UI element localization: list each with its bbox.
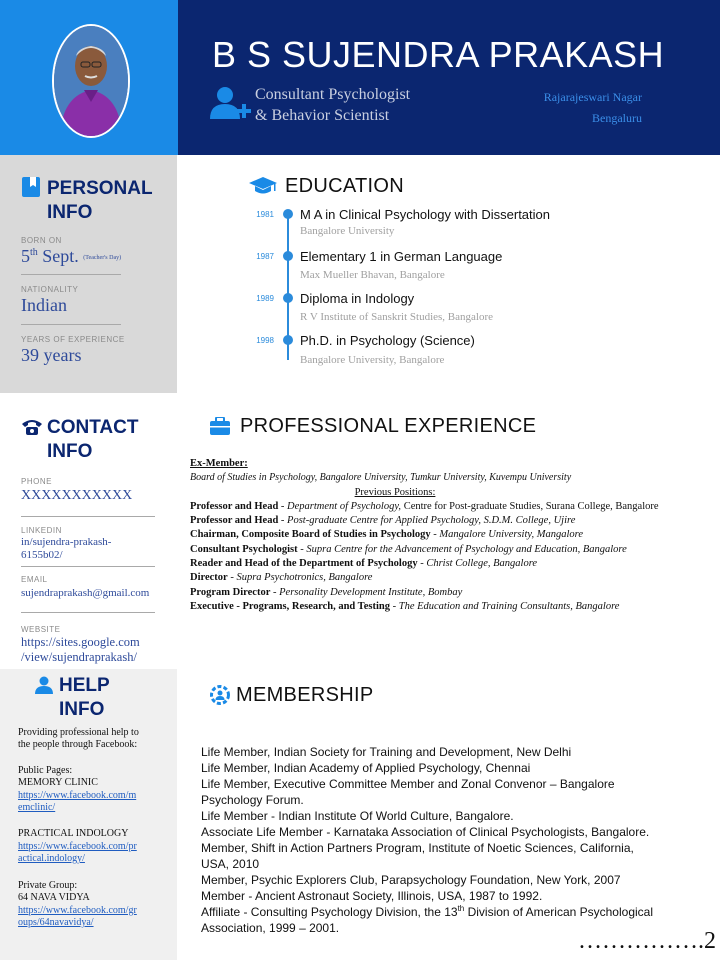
location-line2: Bengaluru (592, 111, 642, 125)
membership-item: Member, Shift in Action Partners Program, Institute of Noetic Sciences, California, (201, 841, 634, 855)
experience-body (190, 457, 710, 614)
membership-item: Member - Ancient Astronaut Society, Illinois, USA, 1987 to 1992. (201, 889, 543, 903)
help-heading-line2: INFO (59, 699, 105, 720)
position-item (190, 586, 710, 600)
header-right-band (178, 0, 720, 155)
edu-degree: Diploma in Indology (300, 291, 415, 306)
position-org: Mangalore University, Mangalore (439, 529, 583, 541)
job-title-line1: Consultant Psychologist (255, 86, 411, 103)
nava-vidya-link-line1: https://www.facebook.com/gr (18, 905, 137, 916)
position-sep: - (227, 572, 237, 584)
divider (21, 516, 155, 517)
experience-label: YEARS OF EXPERIENCE (21, 335, 125, 344)
position-role: Chairman, Composite Board of Studies in Psychology (190, 529, 431, 541)
practical-indology-link[interactable] (18, 841, 137, 865)
nava-vidya-link[interactable] (18, 905, 137, 929)
position-item (190, 600, 710, 614)
born-label: BORN ON (21, 236, 62, 245)
memory-clinic-link[interactable] (18, 790, 136, 814)
membership-heading: MEMBERSHIP (236, 684, 374, 706)
bookmark-book-icon (21, 176, 41, 203)
position-org: The Education and Training Consultants, Bangalore (398, 600, 620, 612)
website-label: WEBSITE (21, 625, 61, 634)
contact-heading-line2: INFO (47, 441, 93, 462)
help-intro-line2: the people through Facebook: (18, 739, 138, 750)
linkedin-line2: 6155b02/ (21, 549, 63, 561)
person-name: B S SUJENDRA PRAKASH (212, 34, 665, 75)
position-sep: - (278, 515, 288, 527)
divider (21, 324, 121, 325)
private-group-label: Private Group: (18, 880, 78, 891)
website-line2: /view/sujendraprakash/ (21, 650, 137, 664)
linkedin-label: LINKEDIN (21, 526, 62, 535)
position-sep: - (270, 586, 280, 598)
membership-list (201, 744, 653, 936)
position-org: Personality Development Institute, Bombay (279, 586, 463, 598)
edu-year: 1987 (256, 252, 274, 261)
divider (21, 274, 121, 275)
page-number: …………….2 (578, 928, 716, 954)
add-user-icon (210, 86, 256, 125)
position-role: Executive - Programs, Research, and Testing (190, 600, 390, 612)
phone-icon (21, 418, 43, 441)
practical-indology-link-line1: https://www.facebook.com/pr (18, 841, 137, 852)
job-title-line2: & Behavior Scientist (255, 107, 390, 124)
personal-heading-line1: PERSONAL (47, 178, 153, 199)
position-org: Supra Psychotronics, Bangalore (236, 572, 373, 584)
page-practical-indology: PRACTICAL INDOLOGY (18, 828, 129, 839)
position-item (190, 514, 710, 528)
membership-item: Association, 1999 – 2001. (201, 921, 340, 935)
person-icon (35, 676, 53, 699)
position-org-plain: Centre for Post-graduate Studies, Surana College, Bangalore (401, 500, 659, 512)
edu-institution: Bangalore University (300, 225, 395, 237)
affiliate-text: Affiliate - Consulting Psychology Division, the 13 (201, 905, 458, 919)
edu-institution: Bangalore University, Bangalore (300, 354, 445, 366)
website-link[interactable] (21, 635, 140, 665)
public-pages-label: Public Pages: (18, 765, 73, 776)
born-suffix: th (30, 247, 38, 258)
experience-value: 39 years (21, 345, 82, 365)
email-link[interactable]: sujendraprakash@gmail.com (21, 587, 150, 599)
membership-item: Life Member, Indian Academy of Applied Psychology, Chennai (201, 761, 531, 775)
membership-item: Psychology Forum. (201, 793, 304, 807)
location-line1: Rajarajeswari Nagar (543, 90, 642, 104)
edu-degree: Elementary 1 in German Language (300, 249, 503, 264)
edu-year: 1998 (256, 336, 274, 345)
help-intro (18, 727, 139, 751)
nationality-label: NATIONALITY (21, 285, 79, 294)
timeline-dot (283, 209, 293, 219)
group-nava-vidya: 64 NAVA VIDYA (18, 892, 90, 903)
membership-item: Life Member - Indian Institute Of World Culture, Bangalore. (201, 809, 514, 823)
nationality-value: Indian (21, 295, 67, 315)
previous-positions-label: Previous Positions: (354, 486, 436, 498)
position-sep: - (297, 543, 307, 555)
website-line1: https://sites.google.com (21, 635, 140, 649)
born-month: Sept. (37, 246, 79, 266)
edu-year: 1981 (256, 210, 274, 219)
profile-photo (52, 24, 130, 138)
timeline-dot (283, 251, 293, 261)
membership-item: Member, Psychic Explorers Club, Parapsychology Foundation, New York, 2007 (201, 873, 621, 887)
edu-degree: M A in Clinical Psychology with Dissertation (300, 207, 550, 222)
phone-label: PHONE (21, 477, 52, 486)
born-value (21, 246, 121, 267)
edu-institution: R V Institute of Sanskrit Studies, Bangalore (300, 311, 493, 323)
personal-info-heading (47, 177, 153, 225)
position-org: Supra Centre for the Advancement of Psychology and Education, Bangalore (306, 543, 627, 555)
practical-indology-link-line2: actical.indology/ (18, 853, 85, 864)
briefcase-icon (210, 417, 230, 440)
position-sep: - (430, 529, 440, 541)
page-memory-clinic: MEMORY CLINIC (18, 777, 98, 788)
position-role: Professor and Head (190, 515, 279, 527)
linkedin-link[interactable] (21, 536, 111, 562)
membership-item: Life Member, Indian Society for Training and Development, New Delhi (201, 745, 572, 759)
position-org: Post-graduate Centre for Applied Psychology, S.D.M. College, Ujire (287, 515, 576, 527)
ex-member-label: Ex-Member: (190, 458, 248, 469)
gear-person-icon (210, 685, 230, 710)
edu-degree: Ph.D. in Psychology (Science) (300, 333, 475, 348)
help-heading-line1: HELP (59, 675, 110, 696)
position-item (190, 528, 710, 542)
position-org: Department of Psychology, (287, 500, 402, 512)
position-sep: - (278, 500, 288, 512)
edu-year: 1989 (256, 294, 274, 303)
position-sep: - (417, 558, 427, 570)
position-item (190, 500, 710, 514)
membership-item: Life Member, Executive Committee Member and Zonal Convenor – Bangalore (201, 777, 615, 791)
position-item (190, 543, 710, 557)
memory-clinic-link-line2: emclinic/ (18, 802, 56, 813)
position-sep: - (389, 600, 399, 612)
graduation-cap-icon (249, 177, 277, 200)
position-role: Director (190, 572, 228, 584)
position-role: Program Director (190, 586, 271, 598)
timeline-dot (283, 293, 293, 303)
born-day: 5 (21, 246, 30, 266)
help-intro-line1: Providing professional help to (18, 727, 139, 738)
membership-item (201, 904, 653, 920)
membership-item: USA, 2010 (201, 857, 260, 871)
divider (21, 566, 155, 567)
ex-member-text: Board of Studies in Psychology, Bangalore University, Tumkur University, Kuvempu University (190, 472, 572, 484)
timeline-dot (283, 335, 293, 345)
affiliate-text-cont: Division of American Psychological (464, 905, 653, 919)
position-item (190, 557, 710, 571)
nava-vidya-link-line2: oups/64navavidya/ (18, 917, 94, 928)
education-heading: EDUCATION (285, 175, 404, 197)
edu-institution: Max Mueller Bhavan, Bangalore (300, 269, 445, 281)
position-org: Christ College, Bangalore (426, 558, 538, 570)
affiliate-superscript: th (457, 904, 465, 913)
born-note: (Teacher's Day) (83, 254, 122, 261)
phone-value[interactable]: XXXXXXXXXXX (21, 488, 133, 503)
position-item (190, 571, 710, 585)
contact-heading-line1: CONTACT (47, 417, 139, 438)
contact-info-heading (47, 416, 138, 464)
experience-heading: PROFESSIONAL EXPERIENCE (240, 415, 537, 437)
membership-item: Associate Life Member - Karnataka Association of Clinical Psychologists, Bangalore. (201, 825, 650, 839)
linkedin-line1: in/sujendra-prakash- (21, 536, 112, 548)
memory-clinic-link-line1: https://www.facebook.com/m (18, 790, 137, 801)
position-role: Consultant Psychologist (190, 543, 298, 555)
divider (21, 612, 155, 613)
help-info-heading (59, 674, 110, 722)
email-label: EMAIL (21, 575, 48, 584)
position-role: Reader and Head of the Department of Psychology (190, 558, 418, 570)
personal-heading-line2: INFO (47, 202, 93, 223)
position-role: Professor and Head (190, 500, 279, 512)
